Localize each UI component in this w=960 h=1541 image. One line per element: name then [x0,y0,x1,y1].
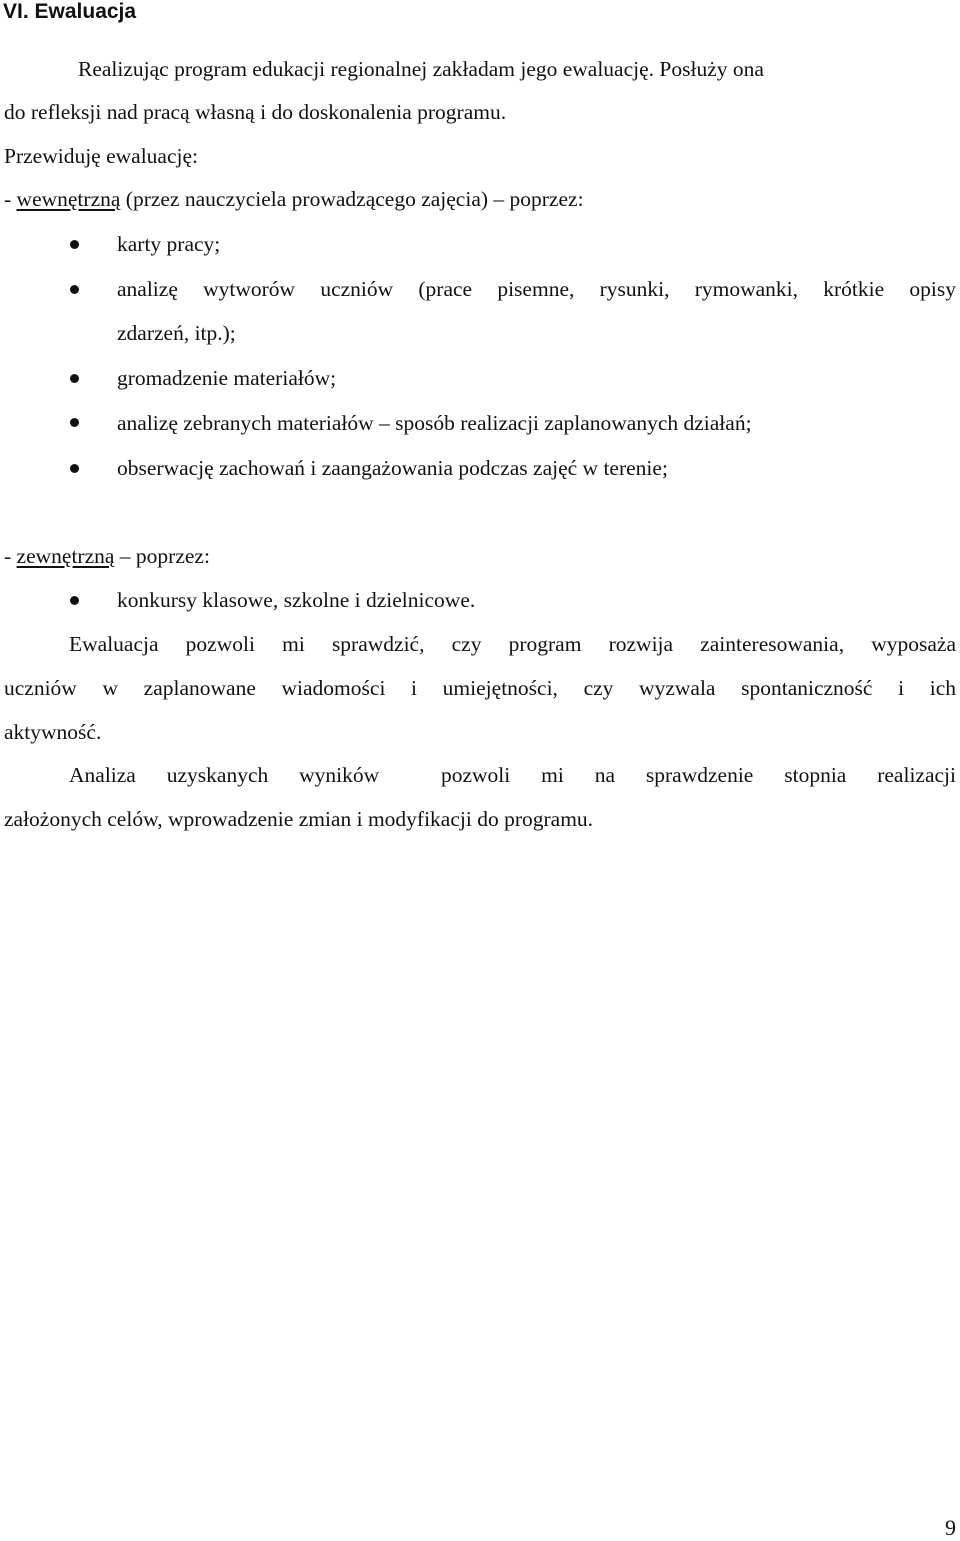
internal-evaluation-line [4,186,584,212]
external-evaluation-line [4,543,210,569]
external-evaluation-desc: – poprzez: [114,544,210,568]
dash: - [4,544,17,568]
bullet-icon [70,596,79,605]
paragraph-2-line-1: Analiza uzyskanych wyników pozwoli mi na sprawdzenie stopnia realizacji [69,763,956,787]
intro-line-1: Realizując program edukacji regionalnej zakładam jego ewaluację. Posłuży ona [78,57,764,81]
evaluation-intro: Przewiduję ewaluację: [4,144,199,168]
list-item: analizę zebranych materiałów – sposób realizacji zaplanowanych działań; [117,411,752,435]
external-evaluation-label: zewnętrzną [16,544,115,568]
bullet-icon [70,464,79,473]
paragraph-1-line-1: Ewaluacja pozwoli mi sprawdzić, czy program rozwija zainteresowania, wyposaża [69,632,956,656]
internal-evaluation-label: wewnętrzną [16,187,121,211]
list-item: karty pracy; [117,232,221,256]
paragraph-1-line-2: uczniów w zaplanowane wiadomości i umiejętności, czy wyzwala spontaniczność i ich [4,676,956,700]
bullet-icon [70,240,79,249]
list-item: obserwację zachowań i zaangażowania podczas zajęć w terenie; [117,456,668,480]
dash: - [4,187,17,211]
list-item-continuation: zdarzeń, itp.); [117,321,236,345]
list-item: konkursy klasowe, szkolne i dzielnicowe. [117,588,476,612]
list-item: analizę wytworów uczniów (prace pisemne, rysunki, rymowanki, krótkie opisy [117,277,956,301]
list-item: gromadzenie materiałów; [117,366,337,390]
bullet-icon [70,418,79,427]
internal-evaluation-desc: (przez nauczyciela prowadzącego zajęcia) – poprzez: [120,187,584,211]
section-heading: VI. Ewaluacja [3,0,137,23]
paragraph-2-line-2: założonych celów, wprowadzenie zmian i modyfikacji do programu. [4,807,594,831]
intro-line-2: do refleksji nad pracą własną i do doskonalenia programu. [4,100,507,124]
bullet-icon [70,285,79,294]
page-number: 9 [945,1515,956,1540]
paragraph-1-line-3: aktywność. [4,720,102,744]
bullet-icon [70,374,79,383]
